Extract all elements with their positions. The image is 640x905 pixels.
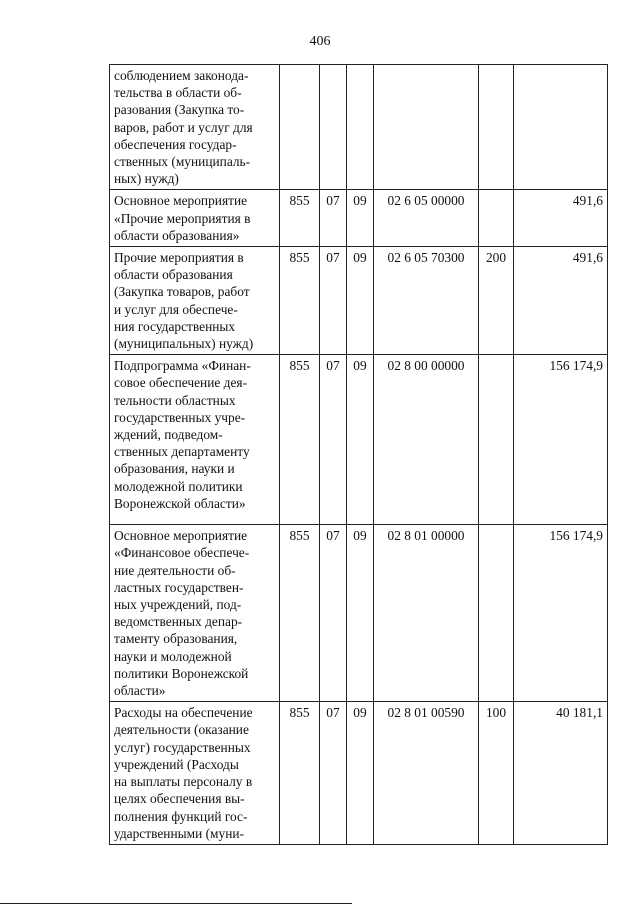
amount-cell: 491,6 — [514, 190, 608, 247]
table-row — [110, 702, 608, 845]
budget-table-body — [110, 65, 608, 845]
subsection-code-cell: 09 — [347, 355, 374, 525]
table-row — [110, 247, 608, 355]
footer-rule — [0, 903, 352, 904]
subsection-code-cell: 09 — [347, 702, 374, 845]
section-code-cell: 07 — [320, 702, 347, 845]
section-code-cell — [320, 65, 347, 190]
table-row — [110, 525, 608, 702]
table-row — [110, 355, 608, 525]
expense-type-cell — [479, 65, 514, 190]
row-name-cell: Подпрограмма «Финан- совое обеспечение дея- тельности областных государственных учре- ждений, подведом- ственных департаменту образования, науки и молодежной политики Воронежской области» — [110, 355, 280, 525]
target-article-cell: 02 8 00 00000 — [374, 355, 479, 525]
target-article-cell: 02 8 01 00590 — [374, 702, 479, 845]
grbs-code-cell: 855 — [280, 702, 320, 845]
expense-type-cell — [479, 525, 514, 702]
amount-cell — [514, 65, 608, 190]
row-name-cell: Расходы на обеспечение деятельности (оказание услуг) государственных учреждений (Расходы на выплаты персоналу в целях обеспечения вы- полнения функций гос- ударственными (муни- — [110, 702, 280, 845]
expense-type-cell — [479, 355, 514, 525]
section-code-cell: 07 — [320, 247, 347, 355]
grbs-code-cell: 855 — [280, 525, 320, 702]
amount-cell: 156 174,9 — [514, 355, 608, 525]
target-article-cell: 02 8 01 00000 — [374, 525, 479, 702]
subsection-code-cell: 09 — [347, 525, 374, 702]
subsection-code-cell: 09 — [347, 190, 374, 247]
subsection-code-cell: 09 — [347, 247, 374, 355]
section-code-cell: 07 — [320, 355, 347, 525]
section-code-cell: 07 — [320, 190, 347, 247]
grbs-code-cell: 855 — [280, 355, 320, 525]
target-article-cell: 02 6 05 70300 — [374, 247, 479, 355]
budget-table — [109, 64, 608, 845]
grbs-code-cell: 855 — [280, 247, 320, 355]
row-name-cell: Прочие мероприятия в области образования (Закупка товаров, работ и услуг для обеспече- ния государственных (муниципальных) нужд) — [110, 247, 280, 355]
target-article-cell — [374, 65, 479, 190]
row-name-cell: Основное мероприятие «Прочие мероприятия в области образования» — [110, 190, 280, 247]
section-code-cell: 07 — [320, 525, 347, 702]
page-number: 406 — [309, 34, 331, 49]
subsection-code-cell — [347, 65, 374, 190]
grbs-code-cell: 855 — [280, 190, 320, 247]
amount-cell: 491,6 — [514, 247, 608, 355]
expense-type-cell: 200 — [479, 247, 514, 355]
expense-type-cell: 100 — [479, 702, 514, 845]
row-name-cell: соблюдением законода- тельства в области об- разования (Закупка то- варов, работ и услуг для обеспечения государ- ственных (муниципаль- ных) нужд) — [110, 65, 280, 190]
row-name-cell: Основное мероприятие «Финансовое обеспече- ние деятельности об- ластных государствен- ных учреждений, под- ведомственных депар- таменту образования, науки и молодежной политики Воронежской области» — [110, 525, 280, 702]
expense-type-cell — [479, 190, 514, 247]
target-article-cell: 02 6 05 00000 — [374, 190, 479, 247]
table-row — [110, 65, 608, 190]
table-row — [110, 190, 608, 247]
amount-cell: 156 174,9 — [514, 525, 608, 702]
grbs-code-cell — [280, 65, 320, 190]
amount-cell: 40 181,1 — [514, 702, 608, 845]
